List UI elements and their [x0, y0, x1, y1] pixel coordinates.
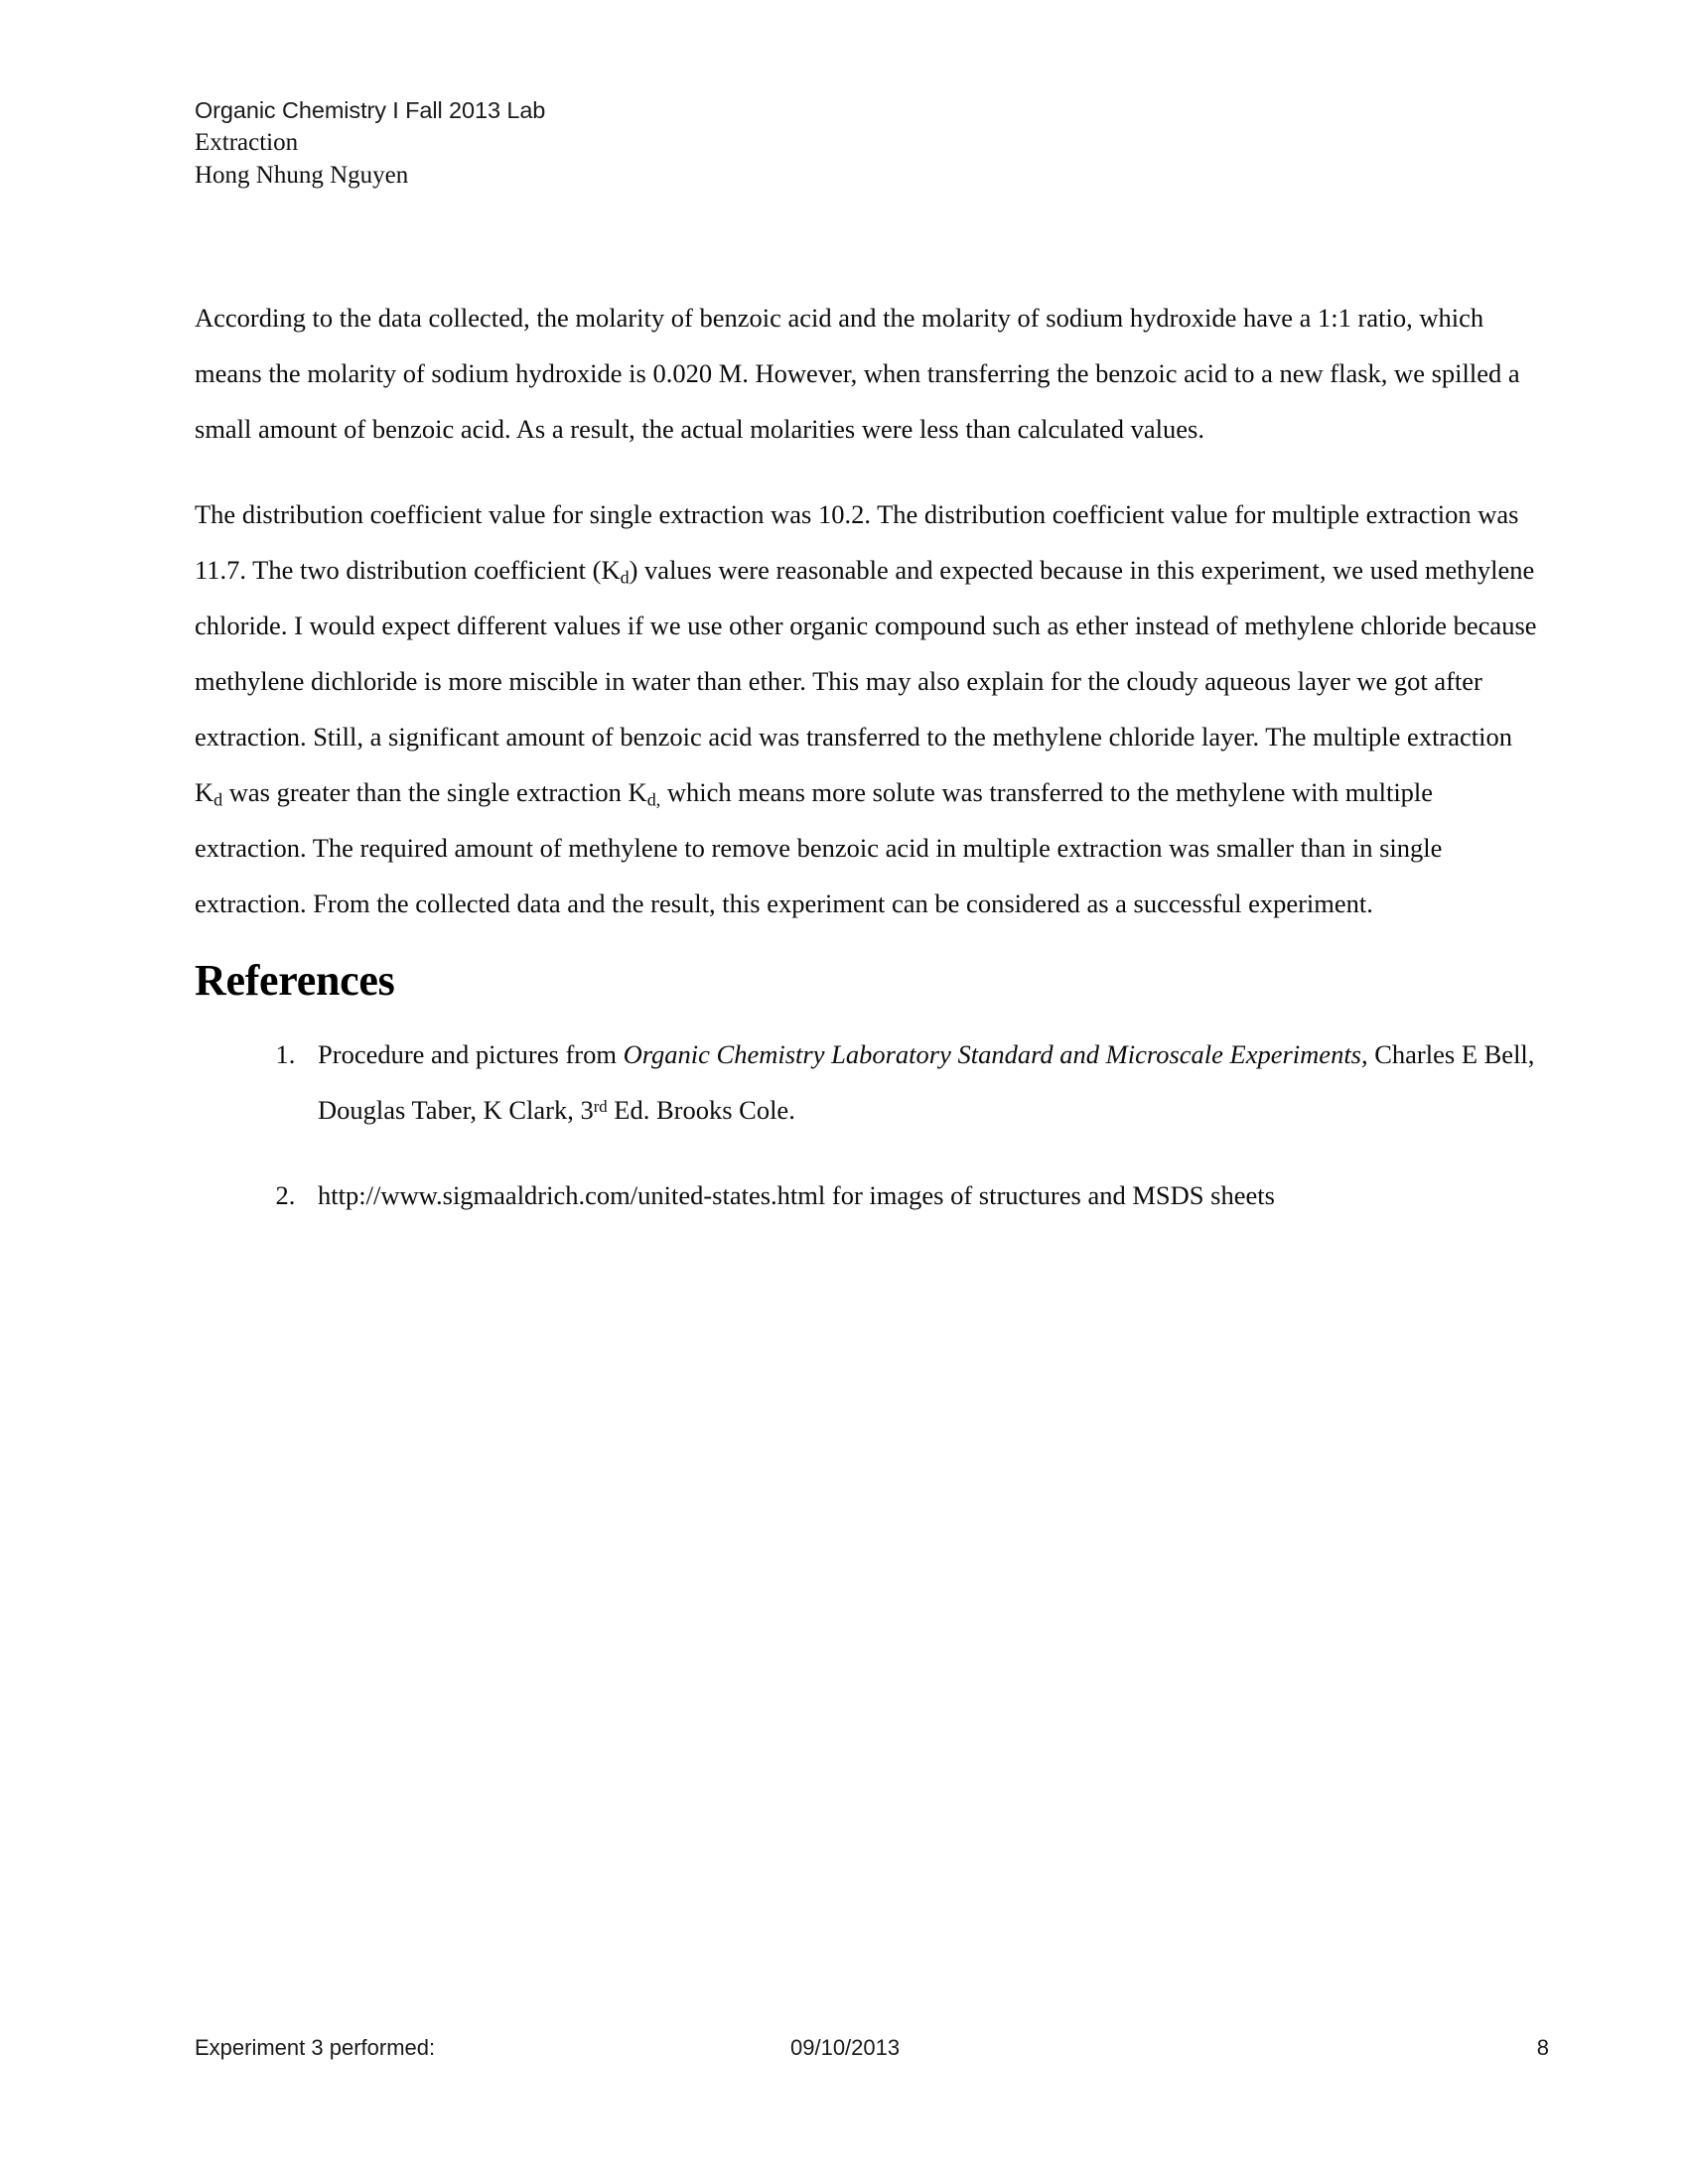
header-experiment-line: Extraction — [195, 129, 299, 157]
paragraph-molarity-results: According to the data collected, the molarity of benzoic acid and the molarity of sodium hydroxide have a 1:1 ratio, which means the molarity of sodium hydroxide is 0.020 M. However, when transferring the benzoic acid to a new flask, we spilled a small amount of benzoic acid. As a result, the actual molarities were less than calculated values. — [195, 303, 1520, 444]
document-header — [195, 95, 1545, 193]
page-content — [195, 0, 1545, 2184]
para2-segment-2: ) values were reasonable and expected because in this experiment, we used methylene chloride. I would expect different values if we use other organic compound such as ether instead of methylene chloride because methylene dichloride is more miscible in water than ether. This may also explain for the cloudy aqueous layer we got after extraction. Still, a significant amount of benzoic acid was transferred to the methylene chloride layer. The multiple extraction K — [195, 555, 1537, 807]
footer-date: 09/10/2013 — [790, 2035, 901, 2060]
references-list — [195, 1026, 1545, 1223]
header-author-line: Hong Nhung Nguyen — [195, 162, 409, 190]
para2-segment-3: was greater than the single extraction K — [222, 777, 647, 807]
footer-experiment-label: Experiment 3 performed: — [195, 2035, 436, 2060]
para2-segment-1: The distribution coefficient value for single extraction was 10.2. The distribution coefficient value for multiple extraction was 11.7. The two distribution coefficient (K — [195, 499, 1519, 585]
header-course-line: Organic Chemistry I Fall 2013 Lab — [195, 97, 546, 123]
footer-page-number: 8 — [1536, 2035, 1549, 2060]
document-body — [195, 290, 1545, 1223]
kd-subscript-2: d — [213, 789, 223, 810]
reference-item-2 — [302, 1167, 1545, 1223]
ref1-segment-3: Ed. Brooks Cole. — [607, 1095, 795, 1126]
references-heading: References — [195, 956, 395, 1005]
kd-subscript-1: d — [620, 567, 630, 588]
ref2-segment-1: http://www.sigmaaldrich.com/united-states.html for images of structures and MSDS sheets — [318, 1180, 1275, 1211]
paragraph-distribution-coefficient — [195, 486, 1545, 931]
para2-segment-4: which means more solute was transferred to the methylene with multiple extraction. The required amount of methylene to remove benzoic acid in multiple extraction was smaller than in single extraction. From the collected data and the result, this experiment can be considered as a successful experiment. — [195, 777, 1443, 918]
document-footer — [195, 2035, 1549, 2067]
kd-subscript-3: d, — [646, 789, 661, 810]
reference-item-1 — [302, 1026, 1545, 1138]
ref1-edition-superscript: rd — [593, 1097, 608, 1117]
ref1-title-italic: Organic Chemistry Laboratory Standard and Microscale Experiments, — [623, 1039, 1368, 1070]
ref1-segment-1: Procedure and pictures from — [318, 1039, 624, 1070]
ref1-segment-2: Charles E Bell, Douglas Taber, K Clark, 3 — [318, 1039, 1535, 1126]
